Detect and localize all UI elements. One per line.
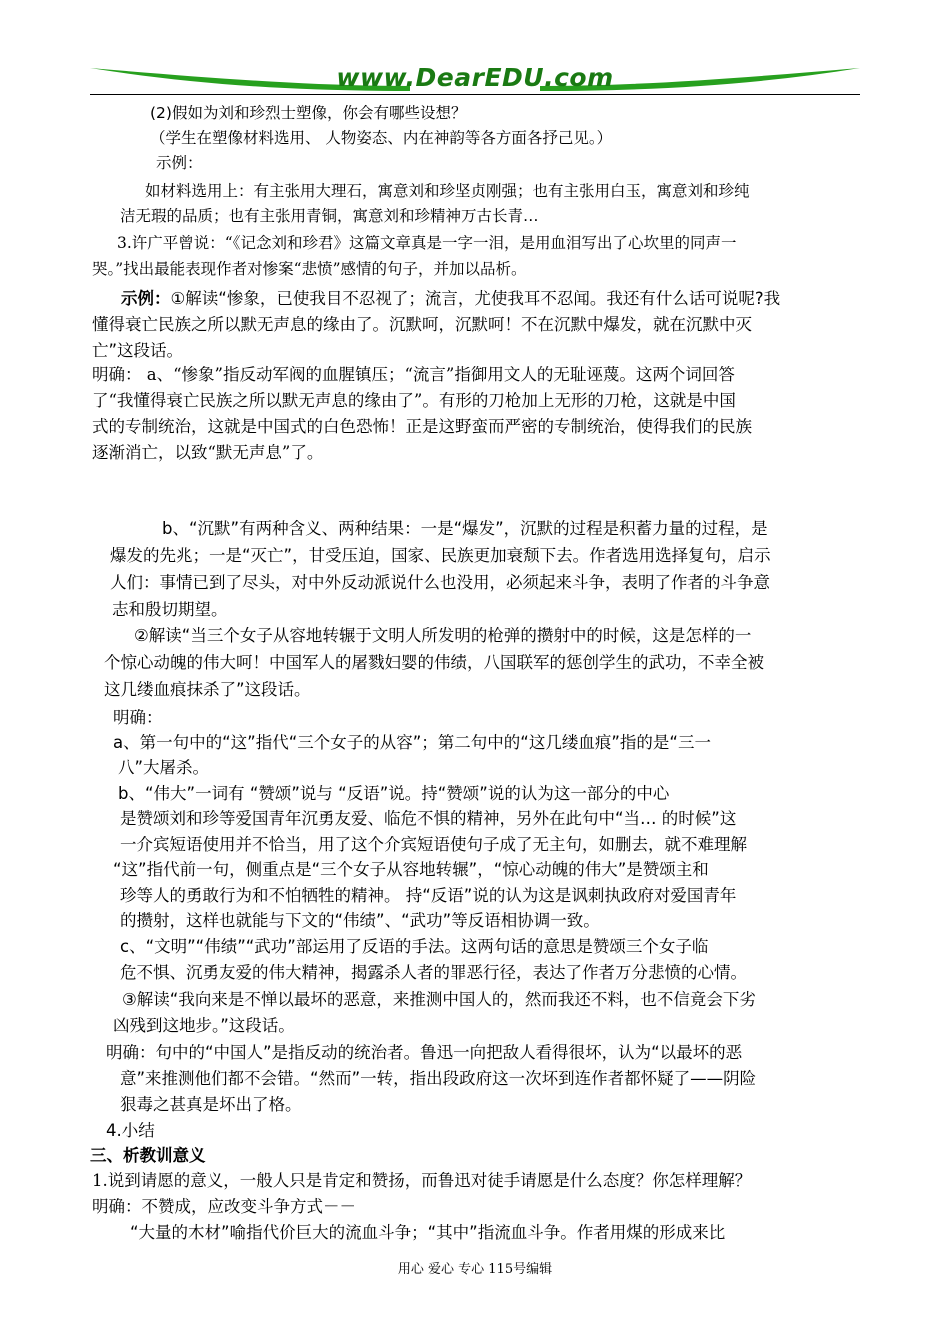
text-line: ③解读“我向来是不惮以最坏的恶意，来推测中国人的，然而我还不料，也不信竟会下劣 xyxy=(122,990,756,1009)
text-line: 明确：句中的“中国人”是指反动的统治者。鲁迅一向把敌人看得很坏，认为“以最坏的恶 xyxy=(106,1043,743,1062)
text-line: 狠毒之甚真是坏出了格。 xyxy=(120,1095,302,1114)
text-line: 一介宾短语使用并不恰当，用了这个介宾短语使句子成了无主句，如删去，就不难理解 xyxy=(120,835,747,854)
text-line: （学生在塑像材料选用、 人物姿态、内在神韵等各方面各抒己见。） xyxy=(150,129,613,147)
text-line: 哭。”找出最能表现作者对惨案“悲愤”感情的句子，并加以品析。 xyxy=(92,260,527,278)
text-line: 意”来推测他们都不会错。“然而”一转，指出段政府这一次坏到连作者都怀疑了——阴险 xyxy=(120,1069,757,1088)
text-line: 危不惧、沉勇友爱的伟大精神，揭露杀人者的罪恶行径，表达了作者万分悲愤的心情。 xyxy=(120,963,747,982)
text-line: 明确： a、“惨象”指反动军阀的血腥镇压；“流言”指御用文人的无耻诬蔑。这两个词回答 xyxy=(92,365,735,384)
text-line: 人们：事情已到了尽头，对中外反动派说什么也没用，必须起来斗争，表明了作者的斗争意 xyxy=(110,573,770,592)
section-heading: 三、析教训意义 xyxy=(90,1146,206,1165)
text-line: 志和殷切期望。 xyxy=(112,600,228,619)
text-line xyxy=(121,286,780,312)
text-line-body: ①解读“惨象，已使我目不忍视了；流言，尤使我耳不忍闻。我还有什么话可说呢?我 xyxy=(170,289,781,308)
text-line: 示例： xyxy=(156,154,203,172)
text-line: 明确： xyxy=(113,708,163,727)
text-line: “大量的木材”喻指代价巨大的流血斗争；“其中”指流血斗争。作者用煤的形成来比 xyxy=(130,1223,726,1242)
text-line: 珍等人的勇敢行为和不怕牺牲的精神。 持“反语”说的认为这是讽刺执政府对爱国青年 xyxy=(120,886,737,905)
text-line: 的攒射，这样也就能与下文的“伟绩”、“武功”等反语相协调一致。 xyxy=(120,911,600,930)
text-line: 凶残到这地步。”这段话。 xyxy=(113,1016,295,1035)
text-line: 亡”这段话。 xyxy=(92,341,184,360)
example-label: 示例： xyxy=(121,289,171,308)
text-line: (2)假如为刘和珍烈士塑像，你会有哪些设想？ xyxy=(150,104,467,122)
text-line: 明确：不赞成，应改变斗争方式－－ xyxy=(92,1197,356,1216)
text-line: 八”大屠杀。 xyxy=(118,758,210,777)
text-line: c、“文明”“伟绩”“武功”部运用了反语的手法。这两句话的意思是赞颂三个女子临 xyxy=(120,937,709,956)
text-line: 4.小结 xyxy=(106,1121,155,1140)
site-logo: www.DearEDU.com xyxy=(336,63,614,92)
page-footer: 用心 爱心 专心 115号编辑 xyxy=(397,1262,553,1277)
text-line: 1.说到请愿的意义，一般人只是肯定和赞扬，而鲁迅对徒手请愿是什么态度？你怎样理解？ xyxy=(92,1171,752,1190)
text-line: 懂得衰亡民族之所以默无声息的缘由了。沉默呵，沉默呵！不在沉默中爆发，就在沉默中灭 xyxy=(92,315,752,334)
text-line: 3.许广平曾说：“《记念刘和珍君》这篇文章真是一字一泪，是用血泪写出了心坎里的同声一 xyxy=(117,234,737,252)
text-line: “这”指代前一句，侧重点是“三个女子从容地转辗”，“惊心动魄的伟大”是赞颂主和 xyxy=(113,860,709,879)
text-line: b、“伟大”一词有 “赞颂”说与 “反语”说。持“赞颂”说的认为这一部分的中心 xyxy=(118,784,670,803)
text-line: 式的专制统治，这就是中国式的白色恐怖！正是这野蛮而严密的专制统治，使得我们的民族 xyxy=(92,417,752,436)
text-line: 爆发的先兆；一是“灭亡”，甘受压迫，国家、民族更加衰颓下去。作者选用选择复句，启示 xyxy=(110,546,771,565)
header-rule xyxy=(90,94,860,95)
text-line: b、“沉默”有两种含义、两种结果：一是“爆发”，沉默的过程是积蓄力量的过程，是 xyxy=(162,519,768,538)
text-line: 这几缕血痕抹杀了”这段话。 xyxy=(104,680,311,699)
text-line: a、第一句中的“这”指代“三个女子的从容”；第二句中的“这几缕血痕”指的是“三一 xyxy=(113,733,711,752)
text-line: ②解读“当三个女子从容地转辗于文明人所发明的枪弹的攒射中的时候，这是怎样的一 xyxy=(134,626,752,645)
text-line: 是赞颂刘和珍等爱国青年沉勇友爱、临危不惧的精神，另外在此句中“当… 的时候”这 xyxy=(120,809,737,828)
text-line: 洁无瑕的品质；也有主张用青铜，寓意刘和珍精神万古长青… xyxy=(120,207,539,225)
text-line: 个惊心动魄的伟大呵！中国军人的屠戮妇婴的伟绩，八国联军的惩创学生的武功，不幸全被 xyxy=(104,653,764,672)
text-line: 逐渐消亡，以致“默无声息”了。 xyxy=(92,443,324,462)
text-line: 了“我懂得衰亡民族之所以默无声息的缘由了”。有形的刀枪加上无形的刀枪，这就是中国 xyxy=(92,391,736,410)
text-line: 如材料选用上：有主张用大理石，寓意刘和珍坚贞刚强；也有主张用白玉，寓意刘和珍纯 xyxy=(145,182,750,200)
site-header-banner xyxy=(90,60,860,96)
